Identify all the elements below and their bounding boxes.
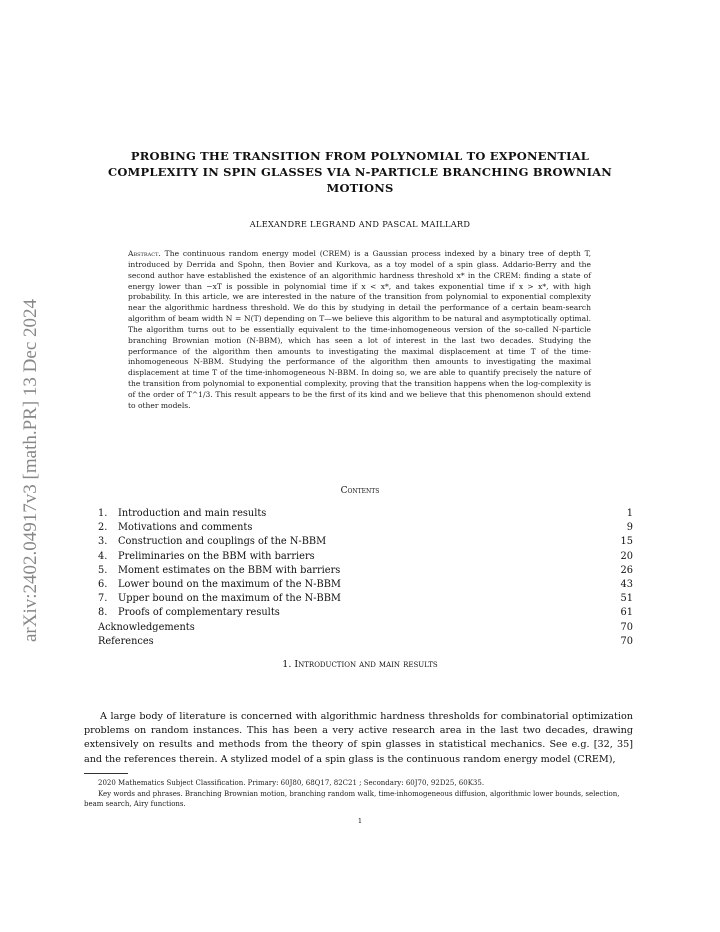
toc-entry-page: 26 — [620, 564, 633, 576]
footnote-msc: 2020 Mathematics Subject Classification. Primary: 60J80, 68Q17, 82C21 ; Secondary: 60J70, 92D25, 60K35. — [98, 779, 485, 787]
toc-entry[interactable] — [98, 521, 633, 535]
toc-entry-title: Acknowledgements — [98, 621, 195, 633]
toc-entry-number: 3. — [98, 536, 108, 548]
toc-entry-page: 9 — [626, 522, 633, 534]
abstract-text: The continuous random energy model (CREM) is a Gaussian process indexed by a binary tree of depth T, introduced by Derrida and Spohn, then Bovier and Kurkova, as a toy model of a spin glass. Addario-Berry and the second author have established the existence of an algorithmic hardness threshold x* in the CREM: finding a state of energy lower than −xT is possible in polynomial time if x < x*, and takes exponential time if x > x*, with high probability. In this article, we are interested in the nature of the transition from polynomial to exponential complexity near the algorithmic hardness threshold. We do this by studying in detail the performance of a certain beam-search algorithm of beam width N = N(T) depending on T—we believe this algorithm to be natural and asymptotically optimal. The algorithm turns out to be essentially equivalent to the time-inhomogeneous version of the so-called N-particle branching Brownian motion (N-BBM), which has seen a lot of interest in the last two decades. Studying the performance of the algorithm then amounts to investigating the maximal displacement at time T of the time-inhomogeneous N-BBM. Studying the performance of the algorithm then amounts to investigating the maximal displacement at time T of the time-inhomogeneous N-BBM. In doing so, we are able to quantify precisely the nature of the transition from polynomial to exponential complexity, proving that the transition happens when the log-complexity is of the order of T^1/3. This result appears to be the first of its kind and we believe that this phenomenon should extend to other models. — [128, 249, 591, 410]
toc-entry-page: 1 — [626, 508, 633, 519]
toc-entry[interactable] — [98, 578, 633, 592]
toc-entry-title: Proofs of complementary results — [118, 607, 280, 619]
footnotes — [84, 778, 633, 810]
footnote-keywords: Key words and phrases. Branching Brownian motion, branching random walk, time-inhomogeneous diffusion, algorithmic lower bounds, selection, beam search, Airy functions. — [84, 789, 620, 808]
contents-heading: Contents — [340, 486, 380, 496]
toc-entry-number: 2. — [98, 522, 108, 534]
toc-entry-number: 1. — [98, 508, 108, 519]
page-number: 1 — [357, 817, 363, 825]
intro-paragraph: A large body of literature is concerned with algorithmic hardness thresholds for combinatorial optimization problems on random instances. This has been a very active research area in the last two decades, drawing extensively on results and methods from the theory of spin glasses in statistical mechanics. See e.g. [32, 35] and the references therein. A stylized model of a spin glass is the continuous random energy model (CREM), — [84, 711, 633, 765]
toc-entry-page: 51 — [620, 593, 633, 605]
toc-entry[interactable] — [98, 535, 633, 549]
toc-entry-number: 5. — [98, 564, 108, 576]
paper-authors: ALEXANDRE LEGRAND AND PASCAL MAILLARD — [249, 219, 471, 229]
intro-body — [84, 710, 633, 767]
toc-entry[interactable] — [98, 564, 633, 578]
toc-entry-number: 6. — [98, 578, 108, 590]
toc-entry-number: 4. — [98, 550, 108, 562]
toc-entry-title: Motivations and comments — [118, 522, 253, 534]
toc-entry-title: Lower bound on the maximum of the N-BBM — [118, 578, 341, 590]
toc-entry-number: 8. — [98, 607, 108, 619]
toc-entry-page: 70 — [620, 635, 633, 647]
arxiv-identifier-stamp: arXiv:2402.04917v3 [math.PR] 13 Dec 2024 — [20, 298, 41, 642]
paper-title: PROBING THE TRANSITION FROM POLYNOMIAL TO EXPONENTIAL COMPLEXITY IN SPIN GLASSES VIA N-PARTICLE BRANCHING BROWNIAN MOTIONS — [107, 149, 612, 195]
toc-entry-title: Preliminaries on the BBM with barriers — [118, 550, 315, 562]
toc-entry[interactable] — [98, 550, 633, 564]
toc-entry[interactable] — [98, 592, 633, 606]
toc-entry-page: 20 — [620, 550, 633, 562]
abstract — [128, 249, 591, 412]
toc-entry-page: 70 — [620, 621, 633, 633]
toc-entry-page: 61 — [620, 607, 633, 619]
toc-entry-number: 7. — [98, 593, 108, 605]
toc-entry-title: Introduction and main results — [118, 508, 267, 519]
toc-entry[interactable] — [98, 507, 633, 521]
toc-entry-page: 15 — [620, 536, 633, 548]
abstract-label: Abstract. — [128, 249, 161, 258]
toc-entry-title: References — [98, 635, 154, 647]
toc-entry-title: Moment estimates on the BBM with barriers — [118, 564, 341, 576]
table-of-contents — [98, 507, 633, 649]
toc-entry-references[interactable] — [98, 635, 633, 649]
toc-entry-title: Upper bound on the maximum of the N-BBM — [118, 593, 341, 605]
footnote-rule — [84, 773, 128, 774]
toc-entry[interactable] — [98, 606, 633, 620]
toc-entry-title: Construction and couplings of the N-BBM — [118, 536, 327, 548]
section-heading: 1. Introduction and main results — [282, 659, 438, 670]
toc-entry-acknowledgements[interactable] — [98, 621, 633, 635]
toc-entry-page: 43 — [620, 578, 633, 590]
